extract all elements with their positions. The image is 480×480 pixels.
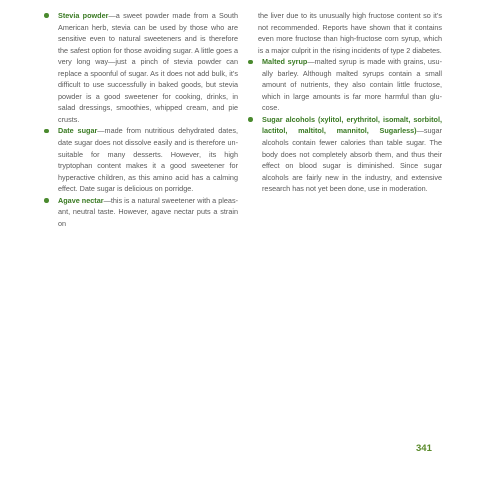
bullet-icon [248,117,253,122]
left-column [44,10,238,229]
item-term: Agave nectar [58,195,104,205]
item-body: —a sweet powder made from a South American herb, stevia can be used by those who are sensitive even to natural sweeteners and is therefore the safest option for those avoiding sugar. A little goes a very long way—just a pinch of stevia powder can replace a spoonful of sugar. As it does not add bulk, it’s difficult to use successfully in baked goods, but stevia powder is a good sweetener for cooking, drinks, in salad dressings, smoothies, whipped cream, and pie crusts. [58,11,239,124]
bullet-icon [44,198,49,203]
item-body: —made from nutritious dehydrated dates, date sugar does not dissolve easily and is therefore unsuitable for many desserts. However, its high tryptophan content makes it a good sweetener for hyperactive children, as this amino acid has a calming effect. Date sugar is delicious on porridge. [58,126,238,194]
list-item [44,195,238,230]
list-item [248,56,442,114]
item-term: Sugar alcohols (xylitol, erythritol, isomalt, sorbitol, lactitol, maltitol, mannitol, Sugarless) [262,114,442,136]
page-number: 341 [416,443,432,454]
item-term: Malted syrup [262,57,308,67]
bullet-icon [44,13,49,18]
bullet-icon [248,60,253,65]
item-body: —this is a natural sweetener with a pleasant, neutral taste. However, agave nectar puts a strain on [58,195,238,228]
list-item [44,10,238,125]
right-column [248,10,442,195]
item-term: Date sugar [58,126,98,136]
bullet-icon [44,129,49,134]
list-item [248,114,442,195]
list-item [44,125,238,194]
continued-paragraph: the liver due to its unusually high fructose content so it’s not recommended. Reports have shown that it contains even more fructose than high-fructose corn syrup, which is a major culprit in the rising incidents of type 2 diabetes. [258,11,442,55]
item-body: —malted syrup is made with grains, usually barley. Although malted syrups contain a small amount of nutrients, they also contain little fructose, which in large amounts is far more harmful than glucose. [262,57,443,113]
item-body: —sugar alcohols contain fewer calories than table sugar. The body does not completely absorb them, and thus their effect on blood sugar is diminished. Since sugar alcohols are fairly new in the industry, and extensive research has not yet been done, use in moderation. [262,126,442,194]
item-term: Stevia powder [58,11,109,20]
